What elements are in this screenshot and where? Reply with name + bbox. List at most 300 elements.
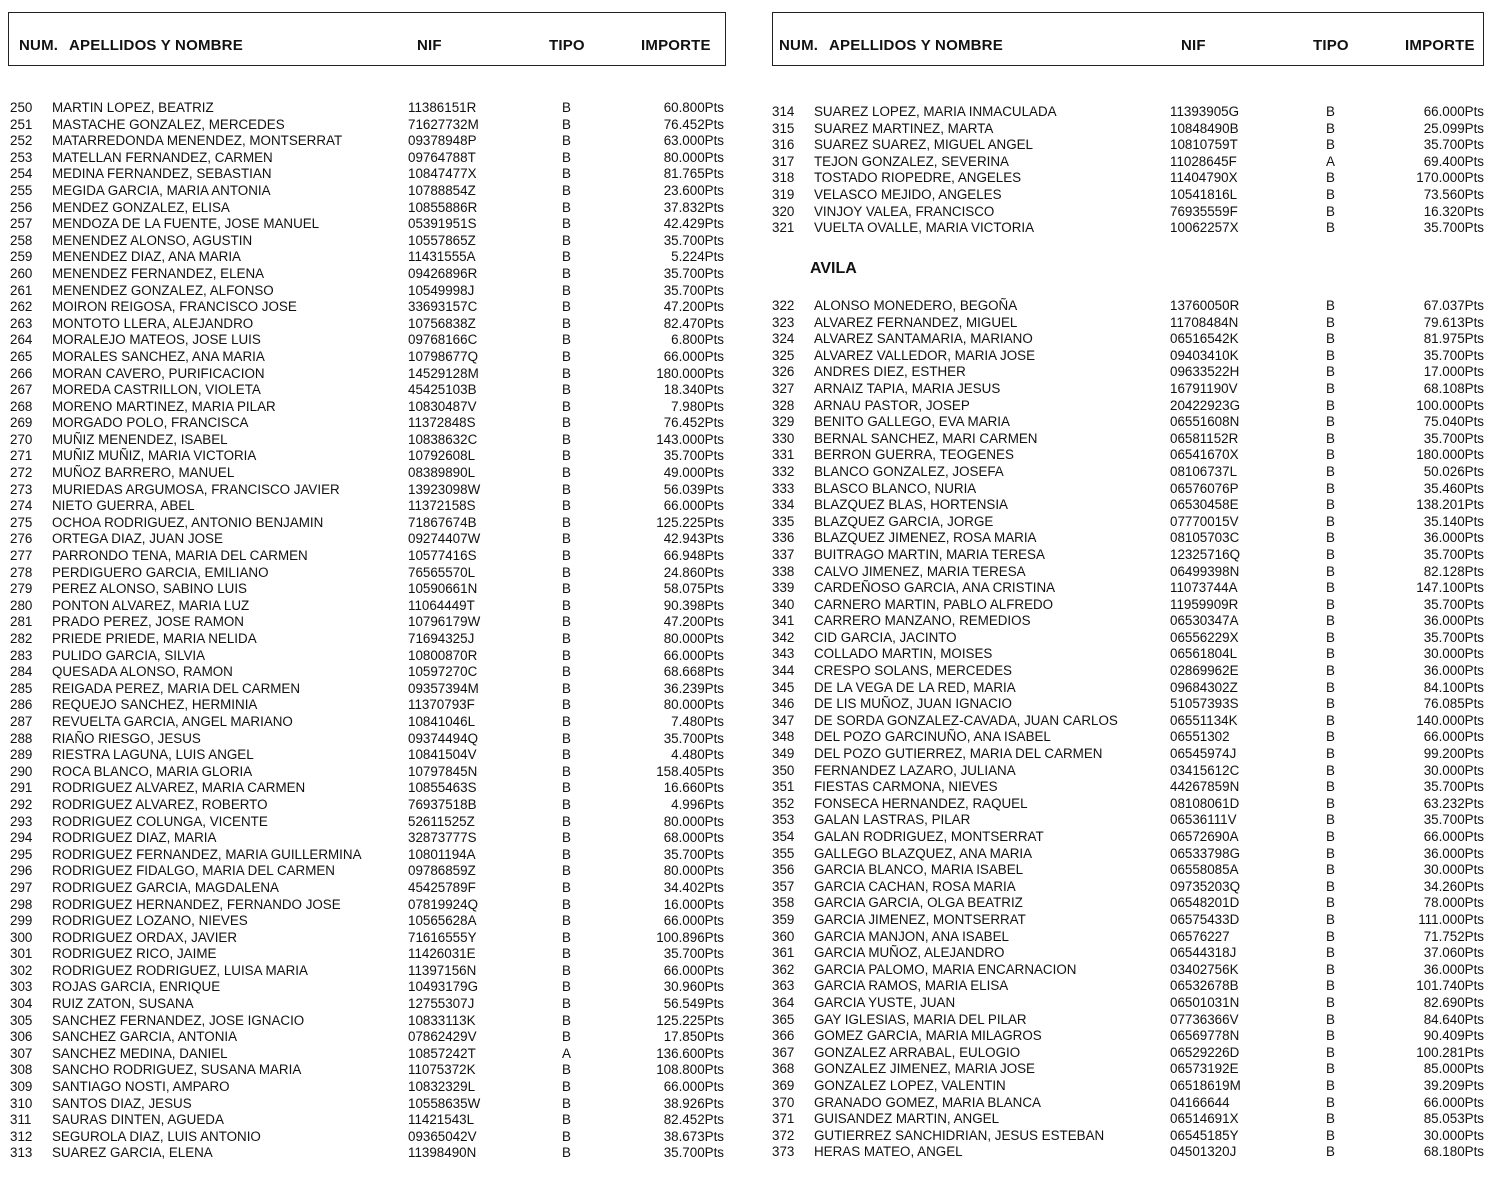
- row-name: MORALES SANCHEZ, ANA MARIA: [52, 348, 265, 364]
- row-num: 370: [772, 1094, 795, 1110]
- right-rows-bottom: [772, 298, 1484, 1161]
- row-tipo: B: [1326, 220, 1335, 236]
- row-tipo: B: [1326, 696, 1335, 712]
- row-name: HERAS MATEO, ANGEL: [814, 1144, 963, 1160]
- row-num: 365: [772, 1011, 795, 1027]
- row-nif: 06573192E: [1170, 1061, 1239, 1077]
- row-nif: 10792608L: [408, 448, 476, 464]
- table-row: [8, 1013, 726, 1030]
- row-tipo: B: [1326, 812, 1335, 828]
- header-tipo: TIPO: [549, 37, 585, 54]
- row-importe: 35.700Pts: [663, 448, 724, 464]
- row-name: MEDINA FERNANDEZ, SEBASTIAN: [52, 166, 272, 182]
- row-importe: 30.000Pts: [1423, 862, 1484, 878]
- row-tipo: B: [562, 348, 571, 364]
- table-row: [8, 183, 726, 200]
- row-nif: 51057393S: [1170, 696, 1239, 712]
- row-nif: 06536111V: [1170, 812, 1237, 828]
- row-nif: 10590661N: [408, 581, 478, 597]
- row-num: 296: [10, 863, 33, 879]
- table-row: [772, 398, 1484, 415]
- row-tipo: B: [1326, 1077, 1335, 1093]
- row-nif: 06544318J: [1170, 945, 1237, 961]
- row-importe: 18.340Pts: [663, 382, 724, 398]
- row-importe: 35.700Pts: [1423, 347, 1484, 363]
- row-tipo: B: [562, 913, 571, 929]
- row-num: 282: [10, 631, 33, 646]
- row-nif: 06533798G: [1170, 845, 1240, 861]
- row-name: ROCA BLANCO, MARIA GLORIA: [52, 763, 253, 779]
- row-tipo: B: [562, 863, 571, 879]
- row-name: DEL POZO GUTIERREZ, MARIA DEL CARMEN: [814, 746, 1103, 762]
- row-name: COLLADO MARTIN, MOISES: [814, 646, 993, 662]
- row-tipo: B: [562, 1062, 571, 1078]
- row-name: CARDEÑOSO GARCIA, ANA CRISTINA: [814, 580, 1056, 596]
- row-num: 278: [10, 564, 33, 580]
- row-name: MORENO MARTINEZ, MARIA PILAR: [52, 398, 276, 414]
- row-importe: 5.224Pts: [671, 249, 724, 265]
- row-tipo: B: [562, 979, 571, 995]
- row-name: ALONSO MONEDERO, BEGOÑA: [814, 298, 1018, 313]
- table-row: [772, 1061, 1484, 1078]
- row-name: REIGADA PEREZ, MARIA DEL CARMEN: [52, 680, 301, 696]
- table-row: [772, 204, 1484, 221]
- row-tipo: B: [562, 133, 571, 149]
- row-nif: 06551134K: [1170, 712, 1238, 728]
- table-row: [8, 963, 726, 980]
- row-name: GARCIA MANJON, ANA ISABEL: [814, 928, 1009, 944]
- row-nif: 06530458E: [1170, 497, 1239, 513]
- row-tipo: B: [1326, 862, 1335, 878]
- table-row: [8, 465, 726, 482]
- row-num: 360: [772, 928, 795, 944]
- row-nif: 11372158S: [408, 498, 476, 514]
- table-row: [772, 1128, 1484, 1145]
- row-num: 359: [772, 911, 795, 927]
- table-row: [772, 414, 1484, 431]
- row-num: 306: [10, 1029, 33, 1045]
- row-tipo: B: [562, 780, 571, 796]
- row-name: RODRIGUEZ FIDALGO, MARIA DEL CARMEN: [52, 863, 335, 879]
- row-tipo: B: [1326, 546, 1335, 562]
- table-row: [8, 1129, 726, 1146]
- table-row: [772, 331, 1484, 348]
- row-tipo: B: [562, 332, 571, 348]
- table-row: [8, 432, 726, 449]
- row-nif: 11073744A: [1170, 580, 1238, 596]
- row-importe: 78.000Pts: [1423, 895, 1484, 911]
- row-importe: 49.000Pts: [663, 465, 724, 481]
- row-tipo: B: [562, 879, 571, 895]
- row-name: BLASCO BLANCO, NURIA: [814, 480, 977, 496]
- table-row: [772, 1012, 1484, 1029]
- row-name: CRESPO SOLANS, MERCEDES: [814, 663, 1012, 679]
- table-row: [772, 597, 1484, 614]
- row-tipo: B: [562, 996, 571, 1012]
- row-name: ORTEGA DIAZ, JUAN JOSE: [52, 531, 223, 547]
- table-row: [8, 266, 726, 283]
- row-name: SANTOS DIAZ, JESUS: [52, 1095, 192, 1111]
- row-tipo: A: [1326, 153, 1335, 169]
- table-row: [772, 829, 1484, 846]
- row-importe: 101.740Pts: [1416, 978, 1484, 994]
- row-importe: 16.000Pts: [663, 896, 724, 912]
- row-importe: 35.700Pts: [1423, 546, 1484, 562]
- table-row: [772, 929, 1484, 946]
- row-name: RODRIGUEZ RICO, JAIME: [52, 946, 217, 962]
- row-tipo: B: [1326, 663, 1335, 679]
- row-nif: 06576227: [1170, 928, 1230, 944]
- table-row: [772, 696, 1484, 713]
- table-row: [772, 729, 1484, 746]
- row-tipo: B: [562, 846, 571, 862]
- row-tipo: B: [1326, 331, 1335, 347]
- table-row: [772, 663, 1484, 680]
- row-num: 260: [10, 265, 33, 281]
- row-num: 267: [10, 382, 33, 398]
- row-tipo: B: [562, 199, 571, 215]
- row-tipo: B: [562, 962, 571, 978]
- row-name: SUAREZ SUAREZ, MIGUEL ANGEL: [814, 137, 1034, 153]
- row-num: 298: [10, 896, 33, 912]
- table-row: [8, 681, 726, 698]
- row-name: MUÑIZ MUÑIZ, MARIA VICTORIA: [52, 448, 257, 464]
- row-importe: 68.180Pts: [1423, 1144, 1484, 1160]
- row-tipo: B: [1326, 314, 1335, 330]
- row-importe: 66.000Pts: [663, 913, 724, 929]
- row-tipo: B: [1326, 530, 1335, 546]
- row-tipo: B: [1326, 646, 1335, 662]
- row-nif: 11431555A: [408, 249, 476, 265]
- row-num: 351: [772, 779, 795, 795]
- table-row: [772, 1111, 1484, 1128]
- row-tipo: B: [562, 713, 571, 729]
- row-name: GONZALEZ LOPEZ, VALENTIN: [814, 1077, 1006, 1093]
- row-num: 252: [10, 133, 33, 149]
- row-name: VINJOY VALEA, FRANCISCO: [814, 203, 995, 219]
- row-importe: 84.640Pts: [1423, 1011, 1484, 1027]
- row-name: CARNERO MARTIN, PABLO ALFREDO: [814, 596, 1054, 612]
- row-nif: 08106737L: [1170, 463, 1238, 479]
- row-num: 301: [10, 946, 33, 962]
- row-num: 275: [10, 514, 33, 530]
- row-num: 367: [772, 1044, 795, 1060]
- table-row: [8, 648, 726, 665]
- row-importe: 66.000Pts: [663, 498, 724, 514]
- row-nif: 10841504V: [408, 747, 477, 763]
- row-tipo: B: [1326, 580, 1335, 596]
- row-num: 313: [10, 1145, 33, 1161]
- row-nif: 09365042V: [408, 1128, 477, 1144]
- row-name: RODRIGUEZ LOZANO, NIEVES: [52, 913, 248, 929]
- row-name: MENENDEZ DIAZ, ANA MARIA: [52, 249, 241, 265]
- row-nif: 06499398N: [1170, 563, 1240, 579]
- row-nif: 11370793F: [408, 697, 475, 713]
- row-importe: 50.026Pts: [1423, 463, 1484, 479]
- row-importe: 34.260Pts: [1423, 878, 1484, 894]
- row-importe: 47.200Pts: [663, 299, 724, 315]
- table-row: [772, 497, 1484, 514]
- row-tipo: B: [562, 813, 571, 829]
- table-row: [772, 796, 1484, 813]
- row-num: 269: [10, 415, 33, 431]
- row-num: 310: [10, 1095, 33, 1111]
- row-nif: 06558085A: [1170, 862, 1239, 878]
- row-nif: 10557865Z: [408, 232, 476, 248]
- row-importe: 68.108Pts: [1423, 380, 1484, 396]
- row-num: 293: [10, 813, 33, 829]
- table-row: [772, 962, 1484, 979]
- row-importe: 180.000Pts: [1416, 447, 1484, 463]
- row-importe: 36.000Pts: [1423, 845, 1484, 861]
- row-name: BUITRAGO MARTIN, MARIA TERESA: [814, 546, 1045, 562]
- row-nif: 09786859Z: [408, 863, 476, 879]
- row-num: 303: [10, 979, 33, 995]
- row-importe: 35.700Pts: [1423, 596, 1484, 612]
- table-row: [772, 646, 1484, 663]
- row-tipo: B: [1326, 978, 1335, 994]
- row-importe: 16.660Pts: [663, 780, 724, 796]
- row-tipo: B: [1326, 513, 1335, 529]
- row-nif: 07770015V: [1170, 513, 1239, 529]
- row-num: 279: [10, 581, 33, 597]
- row-nif: 05391951S: [408, 216, 477, 232]
- table-row: [8, 133, 726, 150]
- row-num: 340: [772, 596, 795, 612]
- table-row: [772, 580, 1484, 597]
- row-tipo: B: [1326, 364, 1335, 380]
- table-row: [772, 170, 1484, 187]
- row-tipo: B: [562, 1012, 571, 1028]
- row-num: 363: [772, 978, 795, 994]
- row-nif: 14529128M: [408, 365, 479, 381]
- row-nif: 71867674B: [408, 514, 477, 530]
- row-nif: 09684302Z: [1170, 679, 1238, 695]
- row-num: 297: [10, 879, 33, 895]
- row-num: 255: [10, 182, 33, 198]
- row-tipo: B: [562, 1079, 571, 1095]
- row-name: GARCIA BLANCO, MARIA ISABEL: [814, 862, 1024, 878]
- row-importe: 17.850Pts: [663, 1029, 724, 1045]
- header-name: APELLIDOS Y NOMBRE: [829, 37, 1003, 54]
- row-num: 262: [10, 299, 33, 315]
- row-nif: 08105703C: [1170, 530, 1240, 546]
- row-tipo: B: [562, 581, 571, 597]
- row-num: 326: [772, 364, 795, 380]
- row-tipo: B: [562, 514, 571, 530]
- table-row: [772, 348, 1484, 365]
- row-tipo: B: [562, 398, 571, 414]
- row-importe: 38.926Pts: [663, 1095, 724, 1111]
- row-name: ROJAS GARCIA, ENRIQUE: [52, 979, 221, 995]
- row-importe: 75.040Pts: [1423, 414, 1484, 430]
- row-nif: 13923098W: [408, 481, 481, 497]
- row-num: 356: [772, 862, 795, 878]
- row-importe: 66.948Pts: [663, 548, 724, 564]
- section-title: AVILA: [810, 260, 857, 277]
- table-row: [8, 797, 726, 814]
- table-row: [8, 996, 726, 1013]
- row-tipo: B: [562, 448, 571, 464]
- row-tipo: B: [1326, 186, 1335, 202]
- row-tipo: B: [1326, 779, 1335, 795]
- row-name: GUTIERREZ SANCHIDRIAN, JESUS ESTEBAN: [814, 1127, 1105, 1143]
- row-name: DEL POZO GARCINUÑO, ANA ISABEL: [814, 729, 1051, 745]
- row-name: FIESTAS CARMONA, NIEVES: [814, 779, 998, 795]
- row-num: 328: [772, 397, 795, 413]
- row-num: 324: [772, 331, 795, 347]
- row-name: RIESTRA LAGUNA, LUIS ANGEL: [52, 747, 254, 763]
- row-name: ARNAIZ TAPIA, MARIA JESUS: [814, 380, 1001, 396]
- row-importe: 42.943Pts: [663, 531, 724, 547]
- row-num: 290: [10, 763, 33, 779]
- row-num: 316: [772, 137, 795, 153]
- row-num: 274: [10, 498, 33, 514]
- table-row: [772, 514, 1484, 531]
- row-importe: 56.549Pts: [663, 996, 724, 1012]
- row-importe: 69.400Pts: [1423, 153, 1484, 169]
- row-nif: 32873777S: [408, 830, 477, 846]
- row-tipo: B: [562, 100, 571, 115]
- row-nif: 06561804L: [1170, 646, 1238, 662]
- row-importe: 140.000Pts: [1416, 712, 1484, 728]
- row-nif: 03415612C: [1170, 762, 1240, 778]
- row-importe: 7.980Pts: [671, 398, 724, 414]
- row-nif: 06532678B: [1170, 978, 1239, 994]
- row-name: SANCHEZ FERNANDEZ, JOSE IGNACIO: [52, 1012, 305, 1028]
- table-row: [772, 381, 1484, 398]
- row-num: 341: [772, 613, 795, 629]
- row-nif: 45425789F: [408, 879, 476, 895]
- row-importe: 36.239Pts: [663, 680, 724, 696]
- row-name: PEREZ ALONSO, SABINO LUIS: [52, 581, 247, 597]
- row-num: 368: [772, 1061, 795, 1077]
- row-importe: 82.690Pts: [1423, 994, 1484, 1010]
- row-tipo: B: [562, 365, 571, 381]
- table-row: [772, 995, 1484, 1012]
- row-tipo: B: [1326, 961, 1335, 977]
- header-num: NUM.: [19, 37, 59, 54]
- row-nif: 09633522H: [1170, 364, 1240, 380]
- row-importe: 30.000Pts: [1423, 646, 1484, 662]
- row-importe: 36.000Pts: [1423, 961, 1484, 977]
- row-importe: 68.000Pts: [663, 830, 724, 846]
- table-row: [772, 137, 1484, 154]
- row-name: SUAREZ LOPEZ, MARIA INMACULADA: [814, 104, 1057, 119]
- row-name: RODRIGUEZ ALVAREZ, ROBERTO: [52, 796, 268, 812]
- row-num: 331: [772, 447, 795, 463]
- row-tipo: B: [562, 796, 571, 812]
- row-num: 332: [772, 463, 795, 479]
- header-nif: NIF: [1181, 37, 1206, 54]
- table-row: [8, 166, 726, 183]
- row-num: 265: [10, 348, 33, 364]
- table-row: [772, 121, 1484, 138]
- row-importe: 37.060Pts: [1423, 945, 1484, 961]
- table-row: [772, 978, 1484, 995]
- row-num: 357: [772, 878, 795, 894]
- row-name: GOMEZ GARCIA, MARIA MILAGROS: [814, 1028, 1042, 1044]
- row-importe: 90.398Pts: [663, 597, 724, 613]
- row-importe: 42.429Pts: [663, 216, 724, 232]
- row-importe: 71.752Pts: [1423, 928, 1484, 944]
- row-nif: 10788854Z: [408, 182, 476, 198]
- row-num: 333: [772, 480, 795, 496]
- row-name: MEGIDA GARCIA, MARIA ANTONIA: [52, 182, 271, 198]
- row-num: 353: [772, 812, 795, 828]
- row-tipo: B: [1326, 1144, 1335, 1160]
- row-name: GRANADO GOMEZ, MARIA BLANCA: [814, 1094, 1041, 1110]
- row-importe: 68.668Pts: [663, 664, 724, 680]
- row-nif: 03402756K: [1170, 961, 1239, 977]
- row-name: SUAREZ GARCIA, ELENA: [52, 1145, 213, 1161]
- row-tipo: A: [562, 1045, 571, 1061]
- row-name: CALVO JIMENEZ, MARIA TERESA: [814, 563, 1026, 579]
- row-nif: 09426896R: [408, 265, 478, 281]
- row-nif: 06551302: [1170, 729, 1230, 745]
- row-nif: 10798677Q: [408, 348, 478, 364]
- header-importe: IMPORTE: [641, 37, 711, 54]
- row-importe: 66.000Pts: [1423, 1094, 1484, 1110]
- row-name: MUÑIZ MENENDEZ, ISABEL: [52, 431, 228, 447]
- row-importe: 66.000Pts: [663, 1079, 724, 1095]
- row-nif: 76565570L: [408, 564, 476, 580]
- row-num: 272: [10, 465, 33, 481]
- row-nif: 76937518B: [408, 796, 477, 812]
- row-name: BLAZQUEZ GARCIA, JORGE: [814, 513, 994, 529]
- row-importe: 35.700Pts: [1423, 220, 1484, 236]
- row-name: MENDOZA DE LA FUENTE, JOSE MANUEL: [52, 216, 320, 232]
- row-num: 348: [772, 729, 795, 745]
- row-name: GALAN LASTRAS, PILAR: [814, 812, 971, 828]
- row-importe: 35.700Pts: [1423, 137, 1484, 153]
- row-name: RODRIGUEZ DIAZ, MARIA: [52, 830, 217, 846]
- row-nif: 07736366V: [1170, 1011, 1239, 1027]
- row-num: 294: [10, 830, 33, 846]
- table-row: [8, 1079, 726, 1096]
- row-num: 323: [772, 314, 795, 330]
- row-importe: 80.000Pts: [663, 697, 724, 713]
- row-num: 345: [772, 679, 795, 695]
- row-importe: 76.085Pts: [1423, 696, 1484, 712]
- row-tipo: B: [562, 1029, 571, 1045]
- table-row: [8, 399, 726, 416]
- row-num: 263: [10, 315, 33, 331]
- row-name: PONTON ALVAREZ, MARIA LUZ: [52, 597, 250, 613]
- row-nif: 09374494Q: [408, 730, 478, 746]
- row-nif: 06545974J: [1170, 746, 1237, 762]
- row-num: 329: [772, 414, 795, 430]
- row-nif: 10541816L: [1170, 186, 1238, 202]
- row-num: 354: [772, 829, 795, 844]
- row-nif: 09768166C: [408, 332, 478, 348]
- row-num: 300: [10, 929, 33, 945]
- row-nif: 06548201D: [1170, 895, 1240, 911]
- row-name: REQUEJO SANCHEZ, HERMINIA: [52, 697, 258, 713]
- row-num: 281: [10, 614, 33, 630]
- row-nif: 09764788T: [408, 149, 476, 165]
- row-importe: 4.480Pts: [671, 747, 724, 763]
- row-name: RODRIGUEZ ORDAX, JAVIER: [52, 929, 238, 945]
- table-row: [8, 200, 726, 217]
- row-name: ALVAREZ VALLEDOR, MARIA JOSE: [814, 347, 1036, 363]
- table-row: [772, 862, 1484, 879]
- table-row: [772, 613, 1484, 630]
- row-tipo: B: [1326, 380, 1335, 396]
- row-num: 350: [772, 762, 795, 778]
- row-nif: 11426031E: [408, 946, 476, 962]
- row-num: 320: [772, 203, 795, 219]
